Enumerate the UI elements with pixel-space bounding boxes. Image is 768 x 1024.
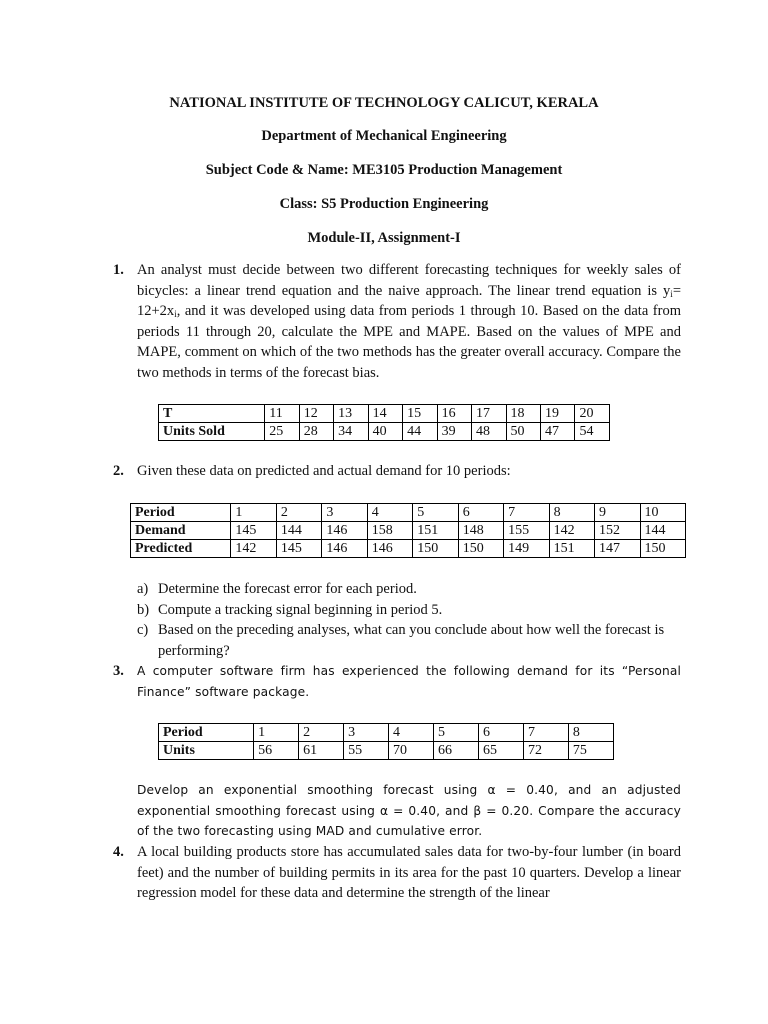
table-cell: 15 xyxy=(403,405,437,423)
institute-title: NATIONAL INSTITUTE OF TECHNOLOGY CALICUT, KERALA xyxy=(169,95,599,111)
table-cell: 40 xyxy=(368,423,402,441)
table-cell: 56 xyxy=(254,742,299,760)
list-item xyxy=(137,600,681,621)
table-cell: 34 xyxy=(334,423,368,441)
table-cell: 155 xyxy=(504,522,549,540)
units-sold-table xyxy=(158,404,610,441)
table-cell: 151 xyxy=(413,522,458,540)
row-label: Period xyxy=(131,504,231,522)
table-cell: 8 xyxy=(549,504,594,522)
table-cell: 54 xyxy=(575,423,610,441)
table-cell: 2 xyxy=(276,504,321,522)
table-cell: 150 xyxy=(458,540,503,558)
table-cell: 44 xyxy=(403,423,437,441)
question-2-subparts xyxy=(137,579,681,661)
table-cell: 1 xyxy=(231,504,276,522)
table-cell: 145 xyxy=(276,540,321,558)
list-item-text: Based on the preceding analyses, what can you conclude about how well the forecast is performing? xyxy=(158,622,665,659)
table-cell: 6 xyxy=(478,724,523,742)
row-label: Units xyxy=(159,742,254,760)
table-cell: 4 xyxy=(389,724,434,742)
table-cell: 70 xyxy=(389,742,434,760)
table-cell: 1 xyxy=(254,724,299,742)
question-3-number: 3. xyxy=(113,663,124,679)
class-title: Class: S5 Production Engineering xyxy=(279,196,489,212)
table-cell: 144 xyxy=(276,522,321,540)
table-cell: 146 xyxy=(367,540,412,558)
table-cell: 142 xyxy=(549,522,594,540)
row-label: Demand xyxy=(131,522,231,540)
question-1-text: An analyst must decide between two different forecasting techniques for weekly sales of bicycles: a linear trend equation and the naive approach. The linear trend equation is $y_i= 12+2x_i$, and it was developed using data from periods 1 through 10. Based on the data from periods 11 through 20, calculate the MPE and MAPE. Based on the values of MPE and MAPE, comment on which of the two methods has the greater overall accuracy. Compare the two methods in terms of the forecast bias. xyxy=(137,262,681,381)
table-cell: 158 xyxy=(367,522,412,540)
table-cell: 10 xyxy=(640,504,686,522)
list-item xyxy=(137,579,681,600)
table-cell: 14 xyxy=(368,405,402,423)
table-cell: 147 xyxy=(595,540,640,558)
question-4-text: A local building products store has accumulated sales data for two-by-four lumber (in board feet) and the number of building permits in its area for the past 10 quarters. Develop a linear regression model for these data and determine the strength of the linear xyxy=(137,844,681,901)
module-title: Module-II, Assignment-I xyxy=(307,230,461,246)
list-item xyxy=(137,620,681,661)
table-cell: 11 xyxy=(265,405,299,423)
table-cell: 12 xyxy=(299,405,333,423)
question-1-number: 1. xyxy=(113,262,124,278)
question-3-followup: Develop an exponential smoothing forecast using α = 0.40, and an adjusted exponential smoothing forecast using α = 0.40, and β = 0.20. Compare the accuracy of the two forecasting using MAD and cumulative error. xyxy=(137,783,681,838)
list-item-text: Compute a tracking signal beginning in period 5. xyxy=(158,601,443,618)
table-cell: 144 xyxy=(640,522,686,540)
table-cell: 150 xyxy=(413,540,458,558)
table-cell: 25 xyxy=(265,423,299,441)
table-cell: 148 xyxy=(458,522,503,540)
table-cell: 18 xyxy=(506,405,540,423)
table-cell: 7 xyxy=(523,724,568,742)
table-cell: 3 xyxy=(322,504,367,522)
question-3-text: A computer software firm has experienced the following demand for its “Personal Finance” software package. xyxy=(137,664,681,699)
table-cell: 61 xyxy=(299,742,344,760)
row-label: T xyxy=(159,405,265,423)
table-cell: 145 xyxy=(231,522,276,540)
row-label: Period xyxy=(159,724,254,742)
row-label: Units Sold xyxy=(159,423,265,441)
table-cell: 28 xyxy=(299,423,333,441)
table-row xyxy=(159,423,610,441)
table-row xyxy=(159,724,614,742)
table-cell: 48 xyxy=(472,423,506,441)
table-cell: 19 xyxy=(540,405,574,423)
table-cell: 20 xyxy=(575,405,610,423)
table-cell: 17 xyxy=(472,405,506,423)
subject-title: Subject Code & Name: ME3105 Production Management xyxy=(205,162,563,178)
list-item-marker: c) xyxy=(137,622,149,638)
row-label: Predicted xyxy=(131,540,231,558)
table-cell: 146 xyxy=(322,522,367,540)
table-cell: 13 xyxy=(334,405,368,423)
table-row xyxy=(131,504,686,522)
question-2-text: Given these data on predicted and actual demand for 10 periods: xyxy=(137,463,511,479)
table-cell: 152 xyxy=(595,522,640,540)
table-cell: 149 xyxy=(504,540,549,558)
table-cell: 6 xyxy=(458,504,503,522)
question-2-number: 2. xyxy=(113,463,124,479)
table-row xyxy=(131,540,686,558)
table-cell: 47 xyxy=(540,423,574,441)
table-cell: 66 xyxy=(434,742,479,760)
table-cell: 7 xyxy=(504,504,549,522)
table-cell: 9 xyxy=(595,504,640,522)
table-cell: 3 xyxy=(344,724,389,742)
table-cell: 65 xyxy=(478,742,523,760)
table-cell: 50 xyxy=(506,423,540,441)
table-row xyxy=(131,522,686,540)
table-cell: 142 xyxy=(231,540,276,558)
table-cell: 8 xyxy=(568,724,613,742)
table-cell: 72 xyxy=(523,742,568,760)
table-cell: 150 xyxy=(640,540,686,558)
table-cell: 39 xyxy=(437,423,471,441)
table-cell: 5 xyxy=(434,724,479,742)
table-cell: 151 xyxy=(549,540,594,558)
table-cell: 75 xyxy=(568,742,613,760)
question-4-number: 4. xyxy=(113,844,124,860)
table-cell: 4 xyxy=(367,504,412,522)
table-cell: 146 xyxy=(322,540,367,558)
table-row xyxy=(159,742,614,760)
table-row xyxy=(159,405,610,423)
table-cell: 5 xyxy=(413,504,458,522)
list-item-text: Determine the forecast error for each period. xyxy=(158,581,417,597)
list-item-marker: a) xyxy=(137,581,149,597)
table-cell: 55 xyxy=(344,742,389,760)
software-demand-table xyxy=(158,723,614,760)
demand-predicted-table xyxy=(130,503,686,558)
list-item-marker: b) xyxy=(137,601,150,618)
department-title: Department of Mechanical Engineering xyxy=(261,128,507,144)
table-cell: 16 xyxy=(437,405,471,423)
table-cell: 2 xyxy=(299,724,344,742)
